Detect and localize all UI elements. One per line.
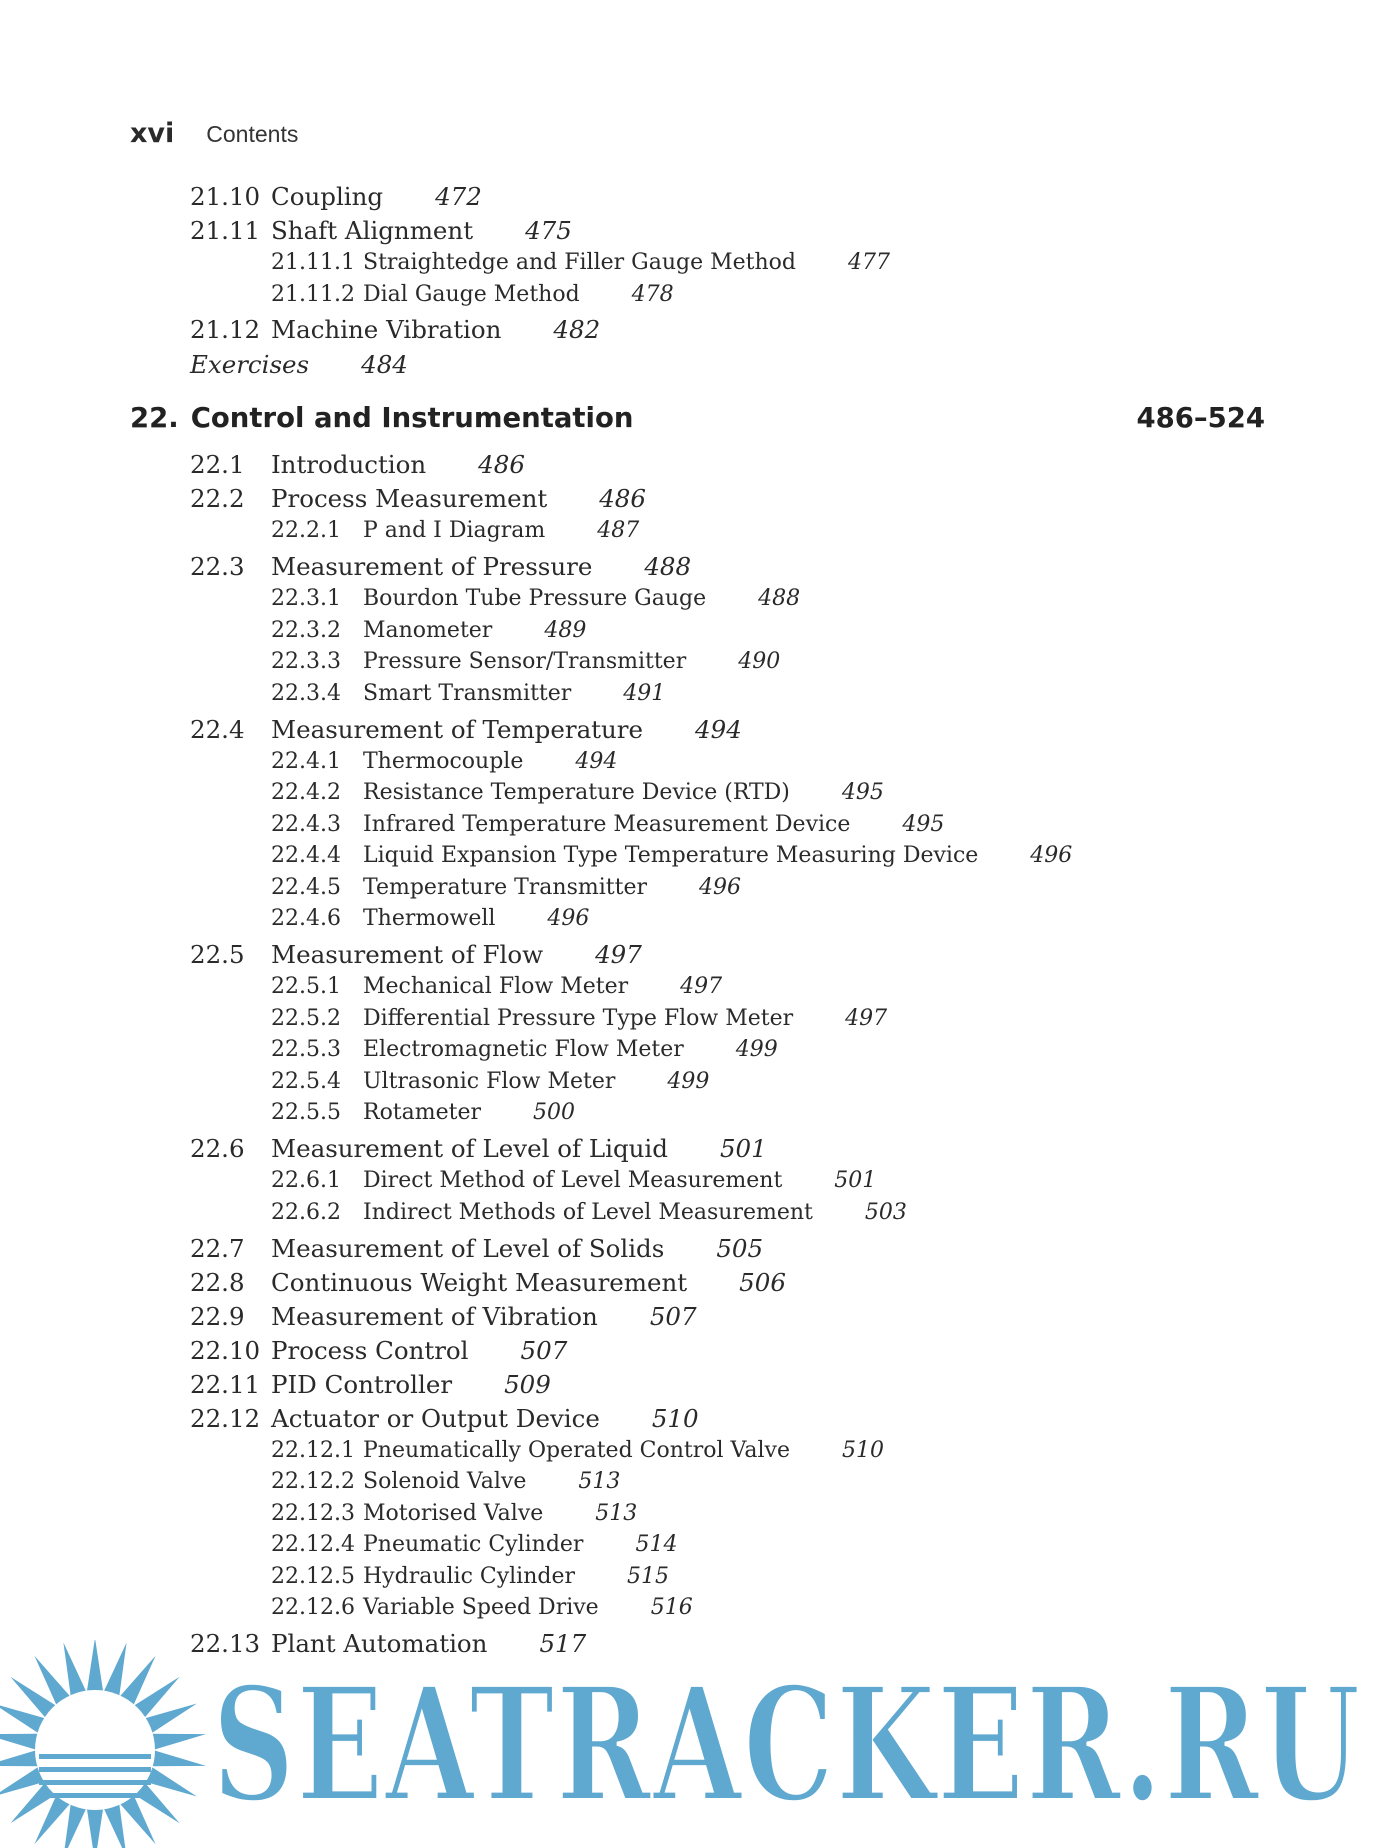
- section-title: Measurement of Level of Solids: [271, 1234, 665, 1263]
- section-number: 22.12.3: [271, 1501, 355, 1526]
- section-title: Solenoid Valve: [363, 1469, 527, 1494]
- section-number: 22.5.3: [271, 1037, 341, 1062]
- section-title: Continuous Weight Measurement: [271, 1268, 688, 1297]
- section-page: 488: [758, 586, 801, 611]
- section-number: 22.2: [190, 484, 245, 513]
- section-page: 514: [635, 1532, 678, 1557]
- chapter-heading: [130, 402, 1265, 434]
- section-number: 22.6.2: [271, 1200, 341, 1225]
- toc-subsection: [271, 586, 800, 611]
- section-number: 22.3.2: [271, 618, 341, 643]
- section-page: 494: [575, 749, 618, 774]
- section-number: 22.11: [190, 1370, 261, 1399]
- section-page: 516: [650, 1595, 693, 1620]
- section-page: 506: [739, 1268, 786, 1297]
- section-page: 496: [699, 875, 742, 900]
- section-number: 22.5.2: [271, 1006, 341, 1031]
- chapter-title: Control and Instrumentation: [190, 402, 634, 434]
- sun-logo-icon: [0, 1640, 206, 1848]
- toc-section: [190, 715, 742, 744]
- section-title: Liquid Expansion Type Temperature Measuring Device: [363, 843, 979, 868]
- section-title: Straightedge and Filler Gauge Method: [363, 250, 796, 275]
- section-number: 22.5.5: [271, 1100, 341, 1125]
- toc-section: [190, 1302, 697, 1331]
- section-page: 510: [651, 1404, 699, 1433]
- section-title: PID Controller: [271, 1370, 453, 1399]
- section-number: 22.3.4: [271, 681, 341, 706]
- section-page: 475: [525, 216, 572, 245]
- section-number: 22.12.1: [271, 1438, 355, 1463]
- toc-section: [190, 315, 600, 344]
- toc-section: [190, 484, 646, 513]
- section-title: Hydraulic Cylinder: [363, 1564, 576, 1589]
- exercises-label: Exercises: [190, 350, 310, 379]
- section-title: Thermocouple: [363, 749, 524, 774]
- section-title: Thermowell: [363, 906, 496, 931]
- watermark: [0, 1640, 1395, 1848]
- section-number: 21.12: [190, 315, 261, 344]
- toc-section: [190, 1268, 786, 1297]
- sun-wave-line: [39, 1754, 151, 1759]
- section-page: 513: [595, 1501, 638, 1526]
- toc-subsection: [271, 681, 665, 706]
- section-number: 22.9: [190, 1302, 245, 1331]
- toc-subsection: [271, 1501, 637, 1526]
- section-number: 22.3: [190, 552, 245, 581]
- section-page: 497: [680, 974, 723, 999]
- toc-section: [190, 216, 572, 245]
- section-number: 21.11.2: [271, 282, 355, 307]
- section-title: Actuator or Output Device: [271, 1404, 600, 1433]
- section-page: 505: [716, 1234, 764, 1263]
- section-number: 22.4.3: [271, 812, 341, 837]
- section-title: Process Control: [271, 1336, 469, 1365]
- toc-subsection: [271, 1564, 669, 1589]
- section-title: Measurement of Pressure: [271, 552, 593, 581]
- section-number: 22.4.2: [271, 780, 341, 805]
- section-number: 22.12.2: [271, 1469, 355, 1494]
- section-title: Shaft Alignment: [271, 216, 474, 245]
- section-page: 507: [520, 1336, 568, 1365]
- section-page: 501: [834, 1168, 877, 1193]
- toc-subsection: [271, 1168, 876, 1193]
- toc-subsection: [271, 250, 890, 275]
- section-page: 510: [842, 1438, 885, 1463]
- section-number: 22.12: [190, 1404, 261, 1433]
- section-number: 21.10: [190, 182, 261, 211]
- section-page: 515: [627, 1564, 670, 1589]
- toc-subsection: [271, 906, 589, 931]
- section-page: 495: [841, 780, 884, 805]
- section-page: 486: [599, 484, 646, 513]
- section-title: Machine Vibration: [271, 315, 502, 344]
- section-number: 21.11: [190, 216, 261, 245]
- section-page: 513: [578, 1469, 621, 1494]
- section-page: 491: [623, 681, 666, 706]
- section-title: Measurement of Temperature: [271, 715, 644, 744]
- section-page: 488: [644, 552, 692, 581]
- section-title: Motorised Valve: [363, 1501, 544, 1526]
- section-number: 22.12.4: [271, 1532, 355, 1557]
- section-title: Electromagnetic Flow Meter: [363, 1037, 684, 1062]
- chapter-number: 22.: [130, 402, 179, 434]
- toc-section: [190, 450, 525, 479]
- toc-section: [190, 1370, 551, 1399]
- section-title: Smart Transmitter: [363, 681, 572, 706]
- section-number: 22.4.5: [271, 875, 341, 900]
- watermark-text: SEATRACKER.RU: [212, 1653, 1362, 1838]
- toc-subsection: [271, 1006, 887, 1031]
- section-number: 22.7: [190, 1234, 245, 1263]
- section-page: 509: [504, 1370, 551, 1399]
- section-title: Bourdon Tube Pressure Gauge: [363, 586, 707, 611]
- section-number: 22.6.1: [271, 1168, 341, 1193]
- toc-section: [190, 1336, 567, 1365]
- section-number: 22.6: [190, 1134, 245, 1163]
- section-number: 22.4: [190, 715, 245, 744]
- section-number: 21.11.1: [271, 250, 355, 275]
- toc-section: [190, 1134, 767, 1163]
- sun-wave-line: [39, 1793, 151, 1798]
- section-page: 496: [547, 906, 590, 931]
- toc-subsection: [271, 974, 722, 999]
- toc-section: [190, 940, 642, 969]
- section-page: 500: [533, 1100, 576, 1125]
- toc-subsection: [271, 780, 884, 805]
- section-title: Infrared Temperature Measurement Device: [363, 812, 851, 837]
- section-number: 22.4.4: [271, 843, 341, 868]
- section-page: 495: [902, 812, 945, 837]
- toc-subsection: [271, 518, 639, 543]
- section-number: 22.5.1: [271, 974, 341, 999]
- sun-wave-line: [39, 1767, 151, 1772]
- section-number: 22.12.5: [271, 1564, 355, 1589]
- section-page: 489: [544, 618, 587, 643]
- section-title: Variable Speed Drive: [363, 1595, 599, 1620]
- section-title: Pneumatically Operated Control Valve: [363, 1438, 791, 1463]
- section-page: 494: [695, 715, 742, 744]
- section-number: 22.12.6: [271, 1595, 355, 1620]
- toc-subsection: [271, 282, 674, 307]
- toc-section: [190, 552, 691, 581]
- section-title: Measurement of Vibration: [271, 1302, 598, 1331]
- toc-subsection: [271, 812, 944, 837]
- toc-subsection: [271, 1438, 884, 1463]
- section-page: 482: [553, 315, 601, 344]
- section-number: 22.8: [190, 1268, 245, 1297]
- toc-subsection: [271, 618, 586, 643]
- section-title: Indirect Methods of Level Measurement: [363, 1200, 813, 1225]
- toc-subsection: [271, 875, 741, 900]
- section-title: Ultrasonic Flow Meter: [363, 1069, 616, 1094]
- section-page: 503: [864, 1200, 907, 1225]
- section-title: Temperature Transmitter: [363, 875, 648, 900]
- section-title: Pneumatic Cylinder: [363, 1532, 584, 1557]
- section-page: 497: [595, 940, 642, 969]
- section-number: 22.2.1: [271, 518, 341, 543]
- toc-section: [190, 182, 482, 211]
- section-title: Rotameter: [363, 1100, 482, 1125]
- section-title: Measurement of Level of Liquid: [271, 1134, 668, 1163]
- chapter-page-range: 486–524: [1136, 402, 1265, 434]
- section-page: 497: [845, 1006, 888, 1031]
- toc-subsection: [271, 1200, 907, 1225]
- toc-subsection: [271, 1037, 778, 1062]
- toc-section: [190, 1234, 763, 1263]
- toc-exercises: [190, 350, 408, 379]
- section-title: Plant Automation: [271, 1629, 488, 1658]
- section-number: 22.4.1: [271, 749, 341, 774]
- section-title: Pressure Sensor/Transmitter: [363, 649, 687, 674]
- section-title: Mechanical Flow Meter: [363, 974, 629, 999]
- section-page: 478: [631, 282, 674, 307]
- toc-subsection: [271, 1100, 575, 1125]
- section-page: 486: [478, 450, 525, 479]
- section-number: 22.5.4: [271, 1069, 341, 1094]
- section-title: Measurement of Flow: [271, 940, 544, 969]
- toc-subsection: [271, 1532, 677, 1557]
- section-title: Differential Pressure Type Flow Meter: [363, 1006, 794, 1031]
- section-title: Process Measurement: [271, 484, 548, 513]
- exercises-page: 484: [361, 350, 408, 379]
- section-page: 490: [738, 649, 781, 674]
- section-title: P and I Diagram: [363, 518, 546, 543]
- section-number: 22.10: [190, 1336, 261, 1365]
- section-number: 22.4.6: [271, 906, 341, 931]
- sun-wave-line: [39, 1780, 151, 1785]
- section-title: Coupling: [271, 182, 384, 211]
- section-title: Introduction: [271, 450, 427, 479]
- toc-subsection: [271, 1069, 709, 1094]
- section-page: 517: [539, 1629, 587, 1658]
- section-page: 499: [667, 1069, 710, 1094]
- section-number: 22.3.3: [271, 649, 341, 674]
- section-title: Dial Gauge Method: [363, 282, 580, 307]
- section-title: Manometer: [363, 618, 493, 643]
- toc-section: [190, 1404, 699, 1433]
- section-title: Resistance Temperature Device (RTD): [363, 780, 790, 805]
- section-page: 477: [847, 250, 890, 275]
- section-number: 22.3.1: [271, 586, 341, 611]
- section-page: 501: [719, 1134, 767, 1163]
- page-number: xvi: [130, 118, 175, 149]
- toc-subsection: [271, 749, 617, 774]
- toc-subsection: [271, 843, 1072, 868]
- section-title: Direct Method of Level Measurement: [363, 1168, 783, 1193]
- toc-subsection: [271, 1469, 620, 1494]
- section-page: 496: [1030, 843, 1073, 868]
- section-page: 472: [435, 182, 482, 211]
- toc-subsection: [271, 1595, 693, 1620]
- section-page: 507: [649, 1302, 697, 1331]
- section-page: 499: [735, 1037, 778, 1062]
- section-page: 487: [597, 518, 640, 543]
- section-number: 22.5: [190, 940, 245, 969]
- section-number: 22.13: [190, 1629, 261, 1658]
- toc-subsection: [271, 649, 780, 674]
- running-head: Contents: [206, 121, 299, 147]
- section-number: 22.1: [190, 450, 245, 479]
- sun-disc-shape: [35, 1690, 155, 1810]
